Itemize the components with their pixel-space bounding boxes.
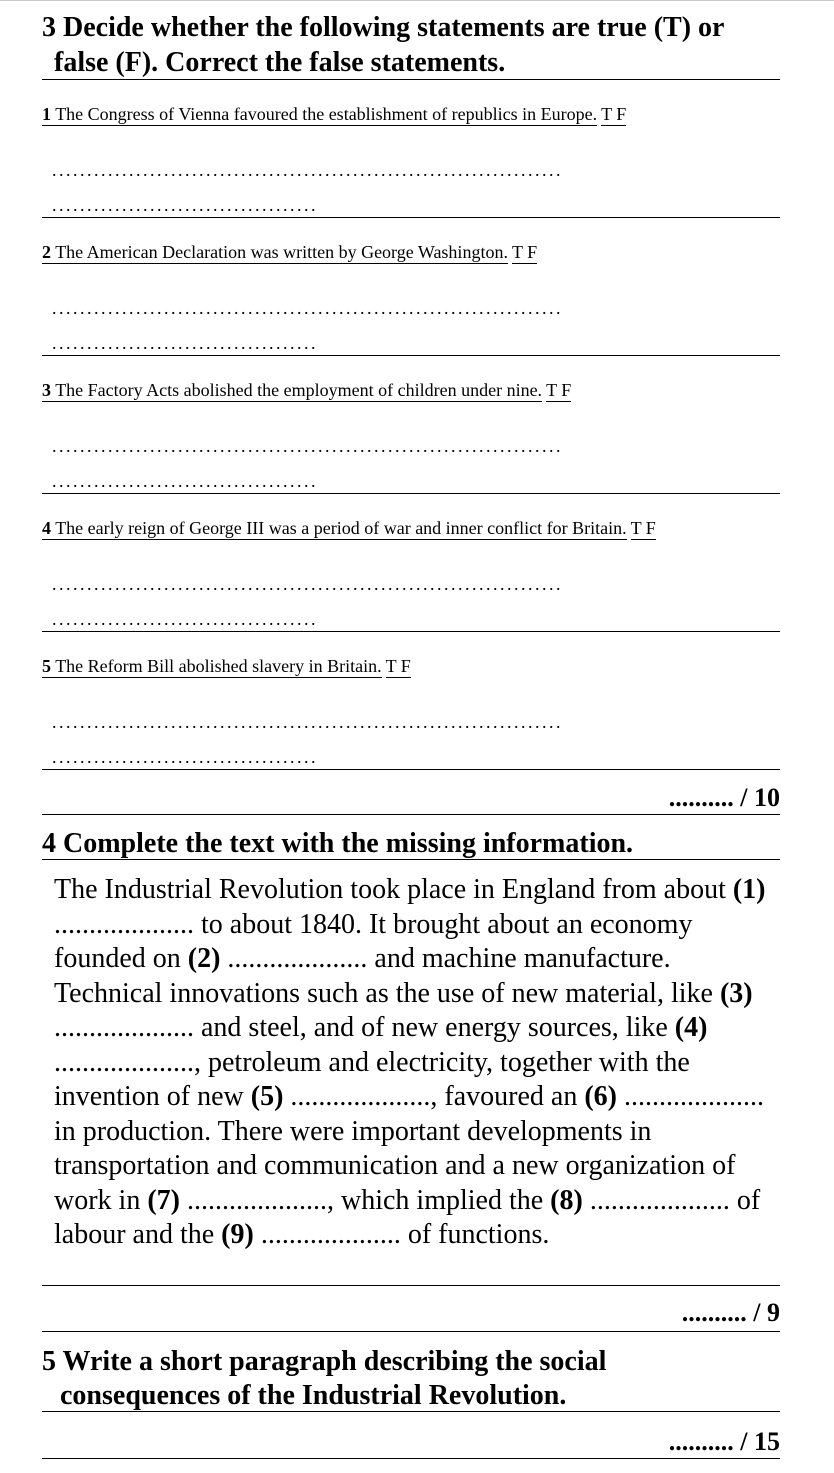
cloze-paragraph: The Industrial Revolution took place in England from about (1) .................... to about 1840. It brought about an economy founded on (2) .................... and machine manufacture. Technical innovations such as the use of new material, like (3) .................... and steel, and of new energy sources, like (4) ...................., petroleum and electricity, together with the invention of new (5) ...................., favoured an (6) .................... in production. There were important developments in transportation and communication and a new organization of work in (7) ...................., which implied the (8) .................... of labour and the (9) .................... of functions. xyxy=(54,874,766,1250)
divider xyxy=(42,493,780,494)
divider xyxy=(42,217,780,218)
answer-line[interactable]: ...................................... xyxy=(52,609,318,629)
statement-4: 4 The early reign of George III was a period of war and inner conflict for Britain. T F xyxy=(42,518,656,538)
section-4-title: 4 Complete the text with the missing information. xyxy=(42,828,634,859)
blank-5[interactable]: .................... xyxy=(290,1081,431,1112)
answer-line[interactable]: ......................................................................... xyxy=(52,436,563,456)
blank-3[interactable]: .................... xyxy=(54,1012,194,1043)
divider xyxy=(42,631,780,632)
divider xyxy=(42,1458,780,1459)
section-3-title xyxy=(42,10,724,80)
section-5-title-line-1: 5 Write a short paragraph describing the social xyxy=(42,1346,607,1377)
page-top-border xyxy=(0,0,834,1)
answer-line[interactable]: ...................................... xyxy=(52,333,318,353)
divider xyxy=(42,79,780,80)
section-4-score[interactable]: .......... / 9 xyxy=(681,1298,780,1327)
section-5-score[interactable]: .......... / 15 xyxy=(668,1427,780,1456)
statement-3: 3 The Factory Acts abolished the employment of children under nine. T F xyxy=(42,380,572,400)
divider xyxy=(42,355,780,356)
blank-6[interactable]: .................... xyxy=(624,1081,764,1112)
true-false-choice[interactable]: T F xyxy=(601,104,627,124)
section-3-title-line-2: false (F). Correct the false statements. xyxy=(54,47,506,78)
statement-5: 5 The Reform Bill abolished slavery in Britain. T F xyxy=(42,656,411,676)
blank-2[interactable]: .................... xyxy=(227,943,368,974)
blank-1[interactable]: .................... xyxy=(54,908,194,940)
blank-4[interactable]: .................... xyxy=(54,1046,194,1078)
true-false-choice[interactable]: T F xyxy=(385,656,411,676)
blank-8[interactable]: .................... xyxy=(589,1184,730,1216)
divider xyxy=(42,814,780,815)
answer-line[interactable]: ......................................................................... xyxy=(52,712,563,732)
blank-7[interactable]: .................... xyxy=(186,1184,327,1216)
true-false-choice[interactable]: T F xyxy=(511,242,538,262)
divider xyxy=(42,1411,780,1412)
section-5-title xyxy=(42,1345,606,1413)
divider xyxy=(42,769,780,770)
true-false-choice[interactable]: T F xyxy=(546,380,572,400)
section-3-score[interactable]: .......... / 10 xyxy=(668,783,780,812)
divider xyxy=(42,1331,780,1332)
answer-line[interactable]: ......................................................................... xyxy=(52,160,563,180)
answer-line[interactable]: ......................................................................... xyxy=(52,298,563,318)
statement-1: 1 The Congress of Vienna favoured the establishment of republics in Europe. T F xyxy=(42,104,627,124)
blank-9[interactable]: .................... xyxy=(260,1219,401,1250)
answer-line[interactable]: ...................................... xyxy=(52,747,318,767)
answer-line[interactable]: ...................................... xyxy=(52,195,318,215)
section-5-title-line-2: consequences of the Industrial Revolution. xyxy=(60,1380,567,1411)
divider xyxy=(42,1285,780,1286)
true-false-choice[interactable]: T F xyxy=(630,518,656,538)
divider xyxy=(42,859,780,860)
answer-line[interactable]: ...................................... xyxy=(52,471,318,491)
statement-2: 2 The American Declaration was written by George Washington. T F xyxy=(42,242,538,262)
section-3-title-line-1: 3 Decide whether the following statements are true (T) or xyxy=(42,12,725,43)
answer-line[interactable]: ......................................................................... xyxy=(52,574,563,594)
